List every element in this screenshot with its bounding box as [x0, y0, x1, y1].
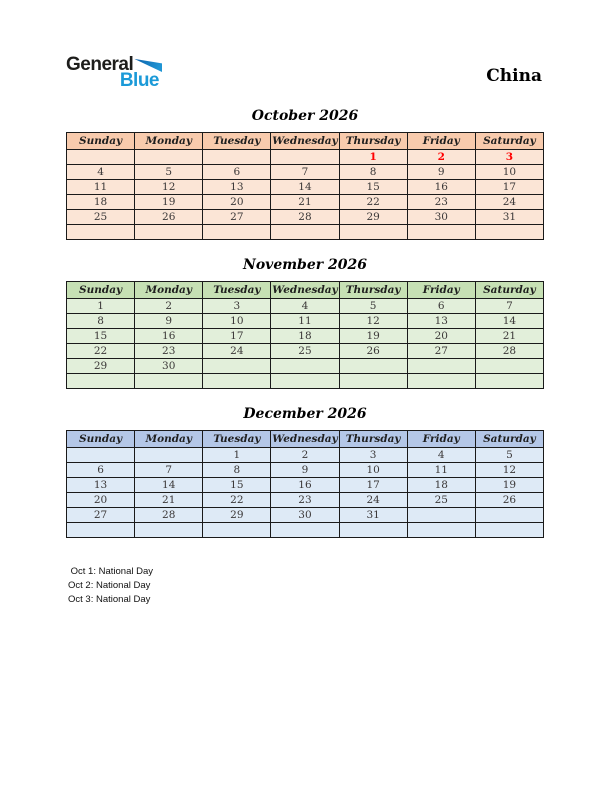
day-header-wednesday: Wednesday: [271, 133, 339, 150]
day-header-row: [67, 431, 544, 448]
day-cell-empty: [339, 359, 407, 374]
day-cell-25: 25: [67, 210, 135, 225]
day-cell-28: 28: [135, 508, 203, 523]
day-cell-empty: [203, 150, 271, 165]
day-cell-empty: [339, 225, 407, 240]
day-cell-29: 29: [67, 359, 135, 374]
day-cell-22: 22: [339, 195, 407, 210]
day-cell-4: 4: [271, 299, 339, 314]
day-cell-empty: [271, 374, 339, 389]
day-cell-8: 8: [203, 463, 271, 478]
day-cell-1: 1: [67, 299, 135, 314]
day-cell-empty: [475, 508, 543, 523]
day-cell-27: 27: [203, 210, 271, 225]
day-cell-25: 25: [407, 493, 475, 508]
day-cell-empty: [475, 359, 543, 374]
day-cell-empty: [135, 150, 203, 165]
week-row: [67, 508, 544, 523]
day-cell-12: 12: [339, 314, 407, 329]
holiday-note: Oct 1: National Day: [68, 566, 154, 577]
day-cell-15: 15: [339, 180, 407, 195]
day-cell-18: 18: [407, 478, 475, 493]
day-cell-5: 5: [475, 448, 543, 463]
day-cell-29: 29: [339, 210, 407, 225]
day-header-thursday: Thursday: [339, 133, 407, 150]
holiday-note: Oct 3: National Day: [68, 594, 151, 605]
week-row: [67, 299, 544, 314]
day-cell-7: 7: [271, 165, 339, 180]
day-cell-11: 11: [407, 463, 475, 478]
month-title: October 2026: [251, 108, 359, 124]
day-cell-empty: [271, 523, 339, 538]
day-cell-23: 23: [271, 493, 339, 508]
day-cell-empty: [475, 523, 543, 538]
holiday-note: Oct 2: National Day: [68, 580, 151, 591]
week-row: [67, 359, 544, 374]
day-cell-18: 18: [67, 195, 135, 210]
day-cell-1: 1: [203, 448, 271, 463]
day-cell-18: 18: [271, 329, 339, 344]
calendar-table-october: [66, 132, 544, 240]
week-row: [67, 314, 544, 329]
day-cell-10: 10: [475, 165, 543, 180]
day-cell-empty: [135, 374, 203, 389]
day-cell-15: 15: [67, 329, 135, 344]
day-cell-empty: [475, 225, 543, 240]
day-cell-12: 12: [135, 180, 203, 195]
general-blue-logo: [66, 55, 162, 90]
day-header-row: [67, 282, 544, 299]
week-row: [67, 344, 544, 359]
month-section-december: [66, 404, 544, 538]
day-header-monday: Monday: [135, 133, 203, 150]
day-header-sunday: Sunday: [67, 431, 135, 448]
day-cell-empty: [67, 374, 135, 389]
week-row: [67, 523, 544, 538]
day-header-friday: Friday: [407, 133, 475, 150]
day-cell-13: 13: [203, 180, 271, 195]
day-header-friday: Friday: [407, 431, 475, 448]
day-cell-13: 13: [67, 478, 135, 493]
day-header-wednesday: Wednesday: [271, 282, 339, 299]
month-title: November 2026: [243, 257, 367, 273]
day-cell-14: 14: [271, 180, 339, 195]
day-header-saturday: Saturday: [475, 133, 543, 150]
calendar-table-november: [66, 281, 544, 389]
day-cell-empty: [407, 359, 475, 374]
day-cell-14: 14: [475, 314, 543, 329]
week-row: [67, 463, 544, 478]
day-cell-30: 30: [135, 359, 203, 374]
day-cell-9: 9: [271, 463, 339, 478]
week-row: [67, 329, 544, 344]
day-cell-16: 16: [135, 329, 203, 344]
day-cell-empty: [67, 150, 135, 165]
holiday-notes: [68, 565, 153, 607]
day-cell-29: 29: [203, 508, 271, 523]
week-row: [67, 210, 544, 225]
day-cell-empty: [203, 374, 271, 389]
day-cell-23: 23: [135, 344, 203, 359]
day-header-tuesday: Tuesday: [203, 282, 271, 299]
day-cell-empty: [203, 225, 271, 240]
day-cell-13: 13: [407, 314, 475, 329]
day-header-wednesday: Wednesday: [271, 431, 339, 448]
day-cell-30: 30: [407, 210, 475, 225]
day-cell-22: 22: [67, 344, 135, 359]
day-cell-14: 14: [135, 478, 203, 493]
day-cell-empty: [407, 225, 475, 240]
day-cell-6: 6: [407, 299, 475, 314]
day-cell-22: 22: [203, 493, 271, 508]
day-cell-empty: [67, 225, 135, 240]
day-cell-12: 12: [475, 463, 543, 478]
day-cell-28: 28: [271, 210, 339, 225]
day-cell-20: 20: [67, 493, 135, 508]
week-row: [67, 195, 544, 210]
day-cell-empty: [407, 508, 475, 523]
day-cell-16: 16: [407, 180, 475, 195]
day-cell-21: 21: [475, 329, 543, 344]
day-cell-26: 26: [135, 210, 203, 225]
day-cell-5: 5: [339, 299, 407, 314]
day-header-tuesday: Tuesday: [203, 133, 271, 150]
country-title: China: [486, 66, 542, 86]
day-cell-4: 4: [67, 165, 135, 180]
day-cell-empty: [135, 225, 203, 240]
day-cell-2: 2: [271, 448, 339, 463]
day-cell-17: 17: [339, 478, 407, 493]
day-header-monday: Monday: [135, 282, 203, 299]
day-cell-11: 11: [271, 314, 339, 329]
day-cell-24: 24: [203, 344, 271, 359]
day-cell-25: 25: [271, 344, 339, 359]
week-row: [67, 493, 544, 508]
day-header-sunday: Sunday: [67, 282, 135, 299]
week-row: [67, 180, 544, 195]
logo-text-general: General: [66, 54, 134, 75]
day-header-tuesday: Tuesday: [203, 431, 271, 448]
day-cell-8: 8: [67, 314, 135, 329]
day-cell-6: 6: [67, 463, 135, 478]
day-cell-empty: [135, 448, 203, 463]
day-cell-17: 17: [203, 329, 271, 344]
day-cell-empty: [203, 523, 271, 538]
day-cell-7: 7: [135, 463, 203, 478]
month-section-october: [66, 106, 544, 240]
day-cell-27: 27: [67, 508, 135, 523]
day-cell-3: 3: [203, 299, 271, 314]
day-cell-11: 11: [67, 180, 135, 195]
day-cell-3: 3: [339, 448, 407, 463]
day-cell-10: 10: [203, 314, 271, 329]
week-row: [67, 165, 544, 180]
day-cell-28: 28: [475, 344, 543, 359]
week-row: [67, 448, 544, 463]
month-title: December 2026: [243, 406, 367, 422]
day-cell-20: 20: [407, 329, 475, 344]
day-cell-30: 30: [271, 508, 339, 523]
day-header-thursday: Thursday: [339, 431, 407, 448]
day-cell-10: 10: [339, 463, 407, 478]
day-cell-16: 16: [271, 478, 339, 493]
day-cell-27: 27: [407, 344, 475, 359]
day-cell-2: 2: [135, 299, 203, 314]
day-cell-19: 19: [339, 329, 407, 344]
day-cell-empty: [339, 374, 407, 389]
day-cell-empty: [407, 523, 475, 538]
day-header-thursday: Thursday: [339, 282, 407, 299]
day-cell-empty: [203, 359, 271, 374]
calendar-table-december: [66, 430, 544, 538]
day-header-saturday: Saturday: [475, 431, 543, 448]
day-cell-20: 20: [203, 195, 271, 210]
day-cell-1: 1: [339, 150, 407, 165]
day-cell-9: 9: [135, 314, 203, 329]
day-cell-6: 6: [203, 165, 271, 180]
week-row: [67, 374, 544, 389]
day-cell-19: 19: [475, 478, 543, 493]
day-header-row: [67, 133, 544, 150]
page-header: [66, 55, 542, 90]
week-row: [67, 225, 544, 240]
day-header-sunday: Sunday: [67, 133, 135, 150]
day-cell-21: 21: [271, 195, 339, 210]
logo-text-blue: Blue: [119, 70, 159, 91]
week-row: [67, 478, 544, 493]
day-header-monday: Monday: [135, 431, 203, 448]
day-cell-empty: [271, 359, 339, 374]
day-cell-empty: [339, 523, 407, 538]
day-cell-2: 2: [407, 150, 475, 165]
day-cell-empty: [271, 225, 339, 240]
day-cell-empty: [475, 374, 543, 389]
day-header-friday: Friday: [407, 282, 475, 299]
day-cell-4: 4: [407, 448, 475, 463]
day-cell-5: 5: [135, 165, 203, 180]
day-cell-empty: [407, 374, 475, 389]
day-cell-empty: [67, 523, 135, 538]
week-row: [67, 150, 544, 165]
day-cell-26: 26: [339, 344, 407, 359]
day-cell-24: 24: [475, 195, 543, 210]
day-cell-31: 31: [339, 508, 407, 523]
day-cell-26: 26: [475, 493, 543, 508]
day-cell-24: 24: [339, 493, 407, 508]
day-cell-9: 9: [407, 165, 475, 180]
month-section-november: [66, 255, 544, 389]
day-cell-15: 15: [203, 478, 271, 493]
day-cell-19: 19: [135, 195, 203, 210]
day-cell-17: 17: [475, 180, 543, 195]
day-cell-8: 8: [339, 165, 407, 180]
day-cell-empty: [135, 523, 203, 538]
day-header-saturday: Saturday: [475, 282, 543, 299]
day-cell-23: 23: [407, 195, 475, 210]
day-cell-21: 21: [135, 493, 203, 508]
day-cell-empty: [271, 150, 339, 165]
day-cell-7: 7: [475, 299, 543, 314]
day-cell-31: 31: [475, 210, 543, 225]
day-cell-empty: [67, 448, 135, 463]
day-cell-3: 3: [475, 150, 543, 165]
